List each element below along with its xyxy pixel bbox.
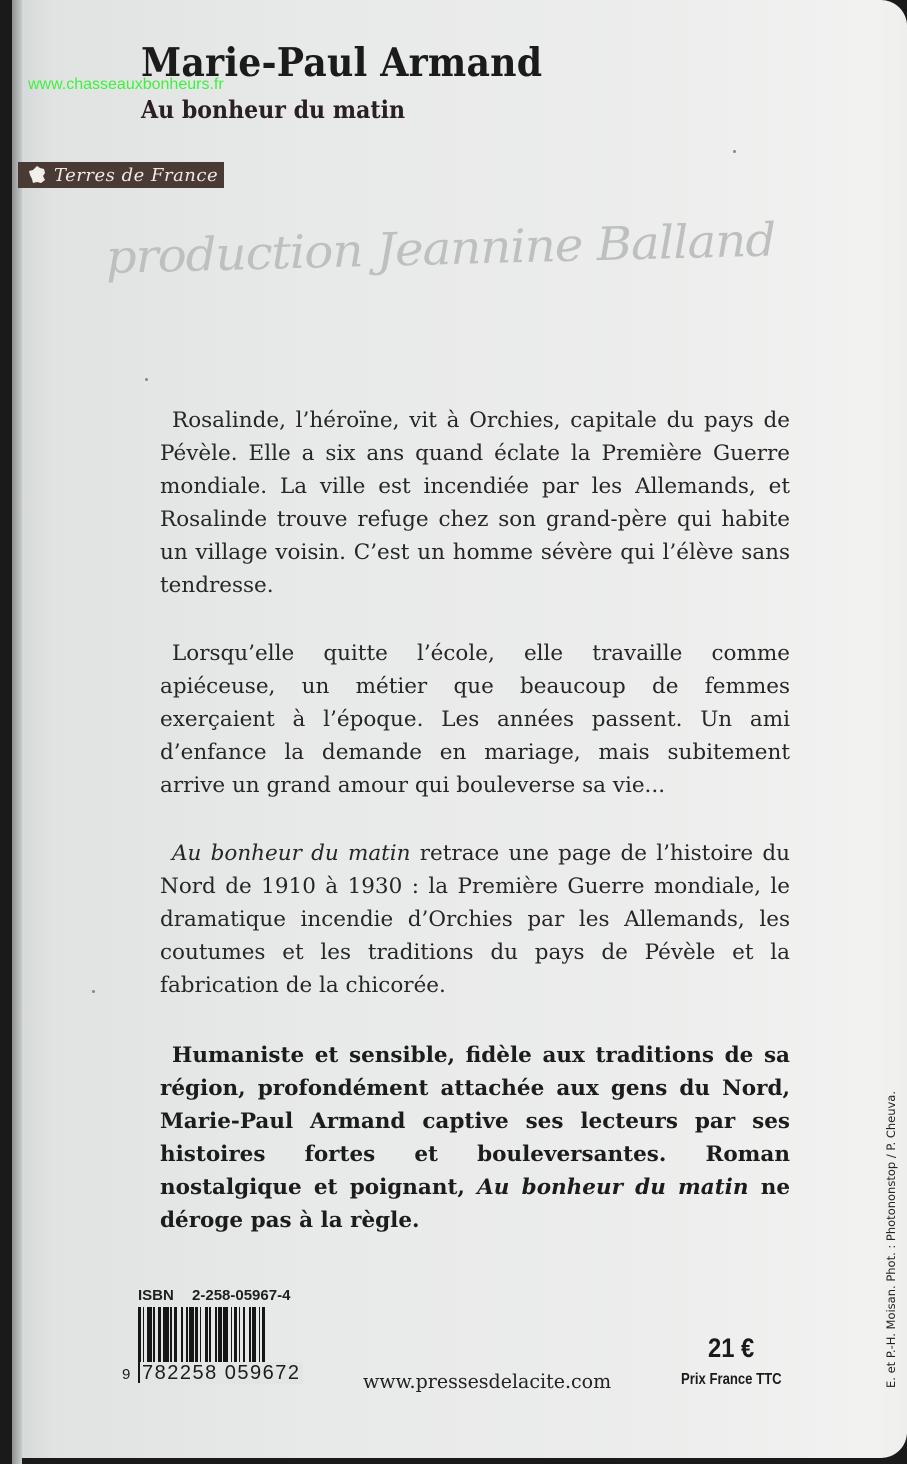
blurb-text-part: ne déroge pas à la règle. — [160, 1175, 791, 1233]
isbn-number: 2-258-05967-4 — [192, 1287, 291, 1304]
speck — [145, 378, 148, 381]
price: 21 € — [708, 1333, 755, 1363]
blurb-text-part: Humaniste et sensible, fidèle aux traditions de sa région, profondément attachée aux gens du Nord, Marie-Paul Armand captive ses lecteurs par ses histoires fortes et bouleversantes. Roman nostalgique et poignant, — [160, 1043, 790, 1200]
watermark-link[interactable]: www.chasseauxbonheurs.fr — [28, 76, 224, 93]
publisher-website[interactable]: www.pressesdelacite.com — [363, 1369, 612, 1393]
blurb-paragraph-2 — [160, 637, 790, 802]
collection-badge — [18, 162, 224, 188]
handwritten-note: production Jeannine Balland — [105, 212, 776, 284]
blurb-text: Lorsqu’elle quitte l’école, elle travaille comme apiéceuse, un métier que beaucoup de femmes exerçaient à l’époque. Les années passent. Un ami d’enfance la demande en mariage, mais subitement arrive un grand amour qui bouleverse sa vie... — [160, 641, 790, 798]
price-label: Prix France TTC — [681, 1371, 782, 1388]
blurb-text — [160, 837, 790, 1002]
isbn — [138, 1287, 290, 1304]
blurb-text: Rosalinde, l’héroïne, vit à Orchies, capitale du pays de Pévèle. Elle a six ans quand éclate la Première Guerre mondiale. La ville est incendiée par les Allemands, et Rosalinde trouve refuge chez son grand-père qui habite un village voisin. C’est un homme sévère qui l’élève sans tendresse. — [160, 408, 790, 598]
barcode-lead-digit: 9 — [122, 1366, 132, 1383]
blurb-paragraph-4 — [160, 1039, 790, 1237]
barcode-digits — [122, 1362, 303, 1385]
book-title: Au bonheur du matin — [141, 95, 406, 124]
spine-edge — [12, 0, 22, 1464]
france-map-icon — [28, 165, 48, 185]
title-reference: Au bonheur du matin — [477, 1175, 749, 1200]
blurb-text — [160, 1039, 790, 1237]
blurb-text-rest: retrace une page de l’histoire du Nord de 1910 à 1930 : la Première Guerre mondiale, le dramatique incendie d’Orchies par les Allemands, les coutumes et les traditions du pays de Pévèle et la fabrication de la chicorée. — [160, 841, 790, 998]
photo-credits: E. et P.-H. Moisan. Phot. : Photononstop / P. Cheuva. — [884, 1090, 898, 1388]
blurb-paragraph-3 — [160, 837, 790, 1002]
barcode-number: 782258 059672 — [142, 1362, 301, 1384]
collection-label: Terres de France — [54, 164, 219, 186]
blurb-paragraph-1 — [160, 404, 790, 602]
author-name: Marie-Paul Armand — [141, 40, 543, 86]
speck — [733, 150, 736, 153]
title-reference: Au bonheur du matin — [172, 841, 411, 866]
speck — [92, 990, 95, 993]
isbn-label: ISBN — [138, 1287, 174, 1304]
